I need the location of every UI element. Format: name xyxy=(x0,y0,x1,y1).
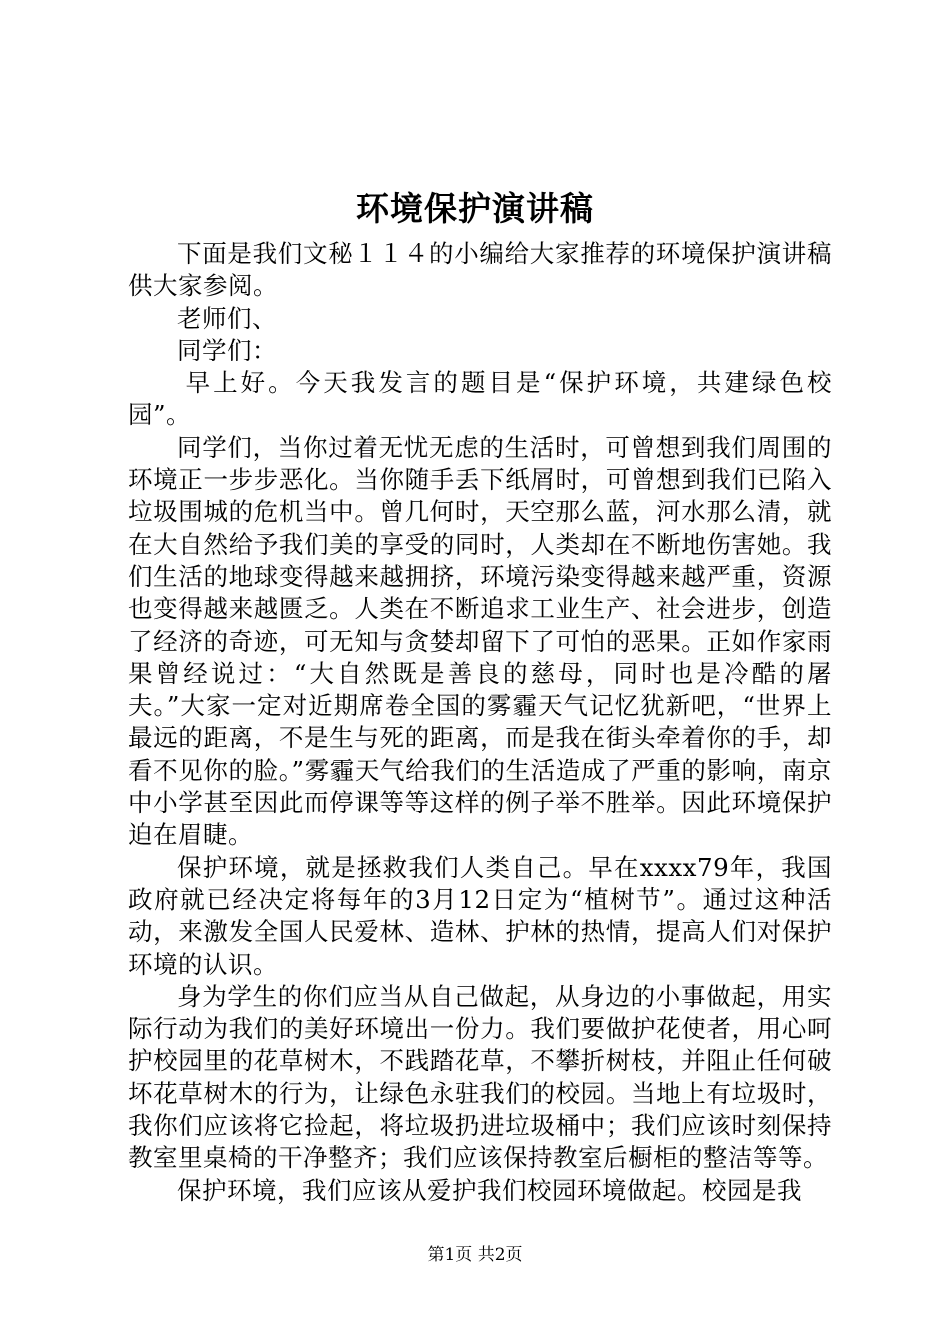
paragraph-salutation-students: 同学们： xyxy=(177,335,277,365)
paragraph-intro: 下面是我们文秘１１４的小编给大家推荐的环境保护演讲稿供大家参阅。 xyxy=(128,239,832,301)
page-footer: 第1页 共2页 xyxy=(427,1245,523,1265)
paragraph-body-2: 保护环境，就是拯救我们人类自己。早在xxxx79年，我国政府就已经决定将每年的3月12日定为“植树节”。通过这种活动，来激发全国人民爱林、造林、护林的热情，提高人们对保护环境的认识。 xyxy=(128,852,832,979)
paragraph-body-1: 同学们，当你过着无忧无虑的生活时，可曾想到我们周围的环境正一步步恶化。当你随手丢下纸屑时，可曾想到我们已陷入垃圾围城的危机当中。曾几何时，天空那么蓝，河水那么清，就在大自然给予我们美的享受的同时，人类却在不断地伤害她。我们生活的地球变得越来越拥挤，环境污染变得越来越严重，资源也变得越来越匮乏。人类在不断追求工业生产、社会进步，创造了经济的奇迹，可无知与贪婪却留下了可怕的恶果。正如作家雨果曾经说过：“大自然既是善良的慈母，同时也是冷酷的屠夫。”大家一定对近期席卷全国的雾霾天气记忆犹新吧，“世界上最远的距离，不是生与死的距离，而是我在街头牵着你的手，却看不见你的脸。”雾霾天气给我们的生活造成了严重的影响，南京中小学甚至因此而停课等等这样的例子举不胜举。因此环境保护迫在眉睫。 xyxy=(128,432,832,850)
document-body xyxy=(128,238,832,1207)
paragraph-body-4: 保护环境，我们应该从爱护我们校园环境做起。校园是我 xyxy=(177,1175,802,1205)
paragraph-salutation-teachers: 老师们、 xyxy=(177,303,277,333)
document-title: 环境保护演讲稿 xyxy=(356,189,594,228)
paragraph-body-3: 身为学生的你们应当从自己做起，从身边的小事做起，用实际行动为我们的美好环境出一份力。我们要做护花使者，用心呵护校园里的花草树木，不践踏花草，不攀折树枝，并阻止任何破坏花草树木的行为，让绿色永驻我们的校园。当地上有垃圾时，我你们应该将它捡起，将垃圾扔进垃圾桶中；我们应该时刻保持教室里桌椅的干净整齐；我们应该保持教室后橱柜的整洁等等。 xyxy=(128,981,832,1173)
paragraph-greeting: 早上好。今天我发言的题目是“保护环境，共建绿色校园”。 xyxy=(128,368,832,430)
